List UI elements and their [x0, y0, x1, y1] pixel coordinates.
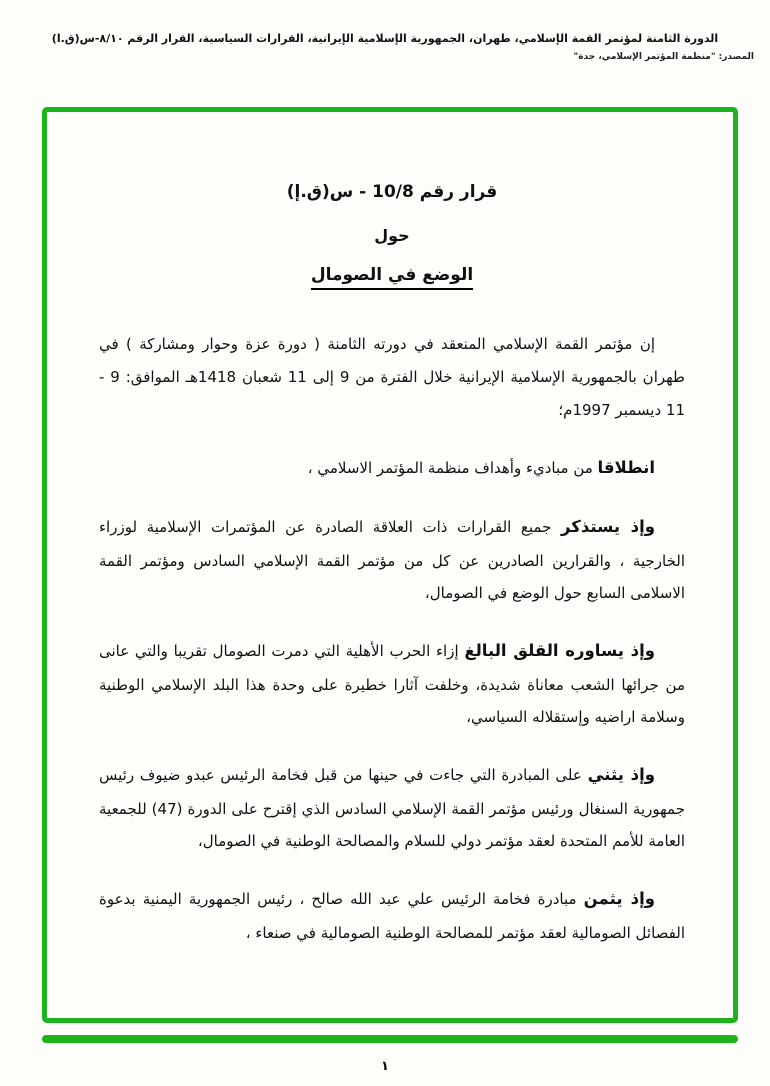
resolution-title-block [99, 182, 685, 290]
paragraph-recalling [99, 509, 685, 609]
paragraph-lead: وإذ يثني [587, 765, 656, 785]
resolution-number-title: قرار رقم 10/8 - س(ق.إ) [286, 182, 498, 202]
paragraph-commending-diouf [99, 757, 685, 857]
paragraph-text: إن مؤتمر القمة الإسلامي المنعقد في دورته الثامنة ( دورة عزة وحوار ومشاركة ) في طهران بالجمهورية الإسلامية الإيرانية خلال الفترة من 9 إلى 11 شعبان 1418هـ الموافق: 9 - 11 ديسمبر 1997م؛ [99, 335, 685, 419]
paragraph-appreciating-saleh [99, 881, 685, 949]
decorative-green-bar [42, 1035, 738, 1043]
resolution-about-label: حول [374, 226, 410, 245]
paragraph-deep-concern [99, 633, 685, 733]
paragraph-lead: وإذ يساوره القلق البالغ [464, 641, 655, 661]
document-frame [42, 107, 738, 1023]
paragraph-text: على المبادرة التي جاءت في حينها من قبل فخامة الرئيس عبدو ضيوف رئيس جمهورية السنغال ورئيس مؤتمر القمة الإسلامي السادس الذي إقترح على الدورة (47) للجمعية العامة للأمم المتحدة لعقد مؤتمر دولي للسلام والمصالحة الوطنية في الصومال، [99, 766, 685, 851]
resolution-subject-wrap [99, 265, 685, 290]
paragraph-lead: وإذ يستذكر [560, 517, 655, 537]
resolution-subject: الوضع في الصومال [311, 265, 473, 290]
header-citation-line: الدورة الثامنة لمؤتمر القمة الإسلامي، طهران، الجمهورية الإسلامية الإيرانية، القرارات السياسية، القرار الرقم ٨/١٠-س(ق.ا) [51, 32, 719, 45]
resolution-body [99, 326, 685, 949]
paragraph-text: مبادرة فخامة الرئيس علي عبد الله صالح ، رئيس الجمهورية اليمنية بدعوة الفصائل الصومالية لعقد مؤتمر للمصالحة الوطنية الصومالية في صنعاء ، [99, 890, 685, 942]
paragraph-preamble [99, 326, 685, 426]
paragraph-intilaqan [99, 450, 685, 485]
paragraph-text: إزاء الحرب الأهلية التي دمرت الصومال تقريبا والتي عانى من جرائها الشعب معاناة شديدة، وخلفت آثارا خطيرة على وحدة هذا البلد الإسلامي الوطنية وسلامة اراضيه وإستقلاله السياسي، [99, 642, 685, 727]
paragraph-text: من مباديء وأهداف منظمة المؤتمر الاسلامي ، [307, 458, 598, 477]
header-source-line: المصدر: "منظمة المؤتمر الإسلامي، جدة" [573, 52, 754, 62]
document-header [0, 0, 770, 62]
page-number: ١ [381, 1059, 389, 1074]
paragraph-lead: انطلاقا [597, 457, 655, 477]
paragraph-text: جميع القرارات ذات العلاقة الصادرة عن المؤتمرات الإسلامية لوزراء الخارجية ، والقرارين الصادرين عن كل من مؤتمر القمة الإسلامي السادس ومؤتمر القمة الاسلامى السابع حول الوضع في الصومال، [99, 518, 685, 603]
paragraph-lead: وإذ يثمن [583, 889, 655, 909]
